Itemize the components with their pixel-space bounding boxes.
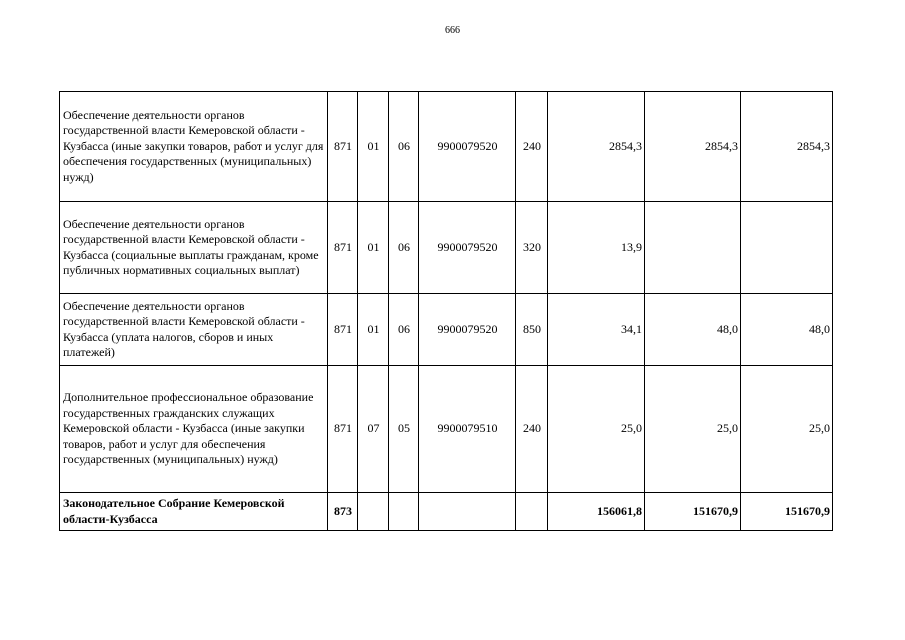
sum-year3-cell: 151670,9 <box>741 493 833 531</box>
sum-year1-cell: 156061,8 <box>548 493 645 531</box>
pr-cell: 06 <box>389 92 419 202</box>
row-description: Обеспечение деятельности органов государственной власти Кемеровской области - Кузбасса (иные закупки товаров, работ и услуг для обеспечения государственных (муниципальных) нужд) <box>60 92 328 202</box>
vr-cell: 240 <box>516 92 548 202</box>
sum-year1-cell: 13,9 <box>548 202 645 294</box>
row-description: Законодательное Собрание Кемеровской области-Кузбасса <box>60 493 328 531</box>
ved-cell: 871 <box>328 294 358 366</box>
ved-cell: 873 <box>328 493 358 531</box>
budget-table <box>59 91 833 531</box>
pr-cell <box>389 493 419 531</box>
page-number: 666 <box>445 25 460 36</box>
row-description: Обеспечение деятельности органов государственной власти Кемеровской области - Кузбасса (социальные выплаты гражданам, кроме публичных нормативных социальных выплат) <box>60 202 328 294</box>
vr-cell: 850 <box>516 294 548 366</box>
sum-year3-cell <box>741 202 833 294</box>
sum-year3-cell: 2854,3 <box>741 92 833 202</box>
pr-cell: 05 <box>389 366 419 493</box>
sum-year1-cell: 25,0 <box>548 366 645 493</box>
pr-cell: 06 <box>389 294 419 366</box>
sum-year3-cell: 48,0 <box>741 294 833 366</box>
vr-cell <box>516 493 548 531</box>
sum-year1-cell: 34,1 <box>548 294 645 366</box>
rz-cell: 01 <box>358 294 389 366</box>
rz-cell: 07 <box>358 366 389 493</box>
pr-cell: 06 <box>389 202 419 294</box>
csr-cell: 9900079520 <box>419 202 516 294</box>
table-row-total <box>60 493 833 531</box>
vr-cell: 240 <box>516 366 548 493</box>
csr-cell: 9900079510 <box>419 366 516 493</box>
ved-cell: 871 <box>328 366 358 493</box>
sum-year1-cell: 2854,3 <box>548 92 645 202</box>
sum-year2-cell <box>645 202 741 294</box>
csr-cell: 9900079520 <box>419 92 516 202</box>
table-row <box>60 366 833 493</box>
table-row <box>60 92 833 202</box>
rz-cell: 01 <box>358 202 389 294</box>
row-description: Дополнительное профессиональное образование государственных гражданских служащих Кемеровской области - Кузбасса (иные закупки товаров, работ и услуг для обеспечения государственных (муниципальных) нужд) <box>60 366 328 493</box>
sum-year2-cell: 2854,3 <box>645 92 741 202</box>
csr-cell: 9900079520 <box>419 294 516 366</box>
table-row <box>60 202 833 294</box>
sum-year2-cell: 48,0 <box>645 294 741 366</box>
ved-cell: 871 <box>328 202 358 294</box>
csr-cell <box>419 493 516 531</box>
row-description: Обеспечение деятельности органов государственной власти Кемеровской области - Кузбасса (уплата налогов, сборов и иных платежей) <box>60 294 328 366</box>
ved-cell: 871 <box>328 92 358 202</box>
sum-year2-cell: 151670,9 <box>645 493 741 531</box>
rz-cell <box>358 493 389 531</box>
table-row <box>60 294 833 366</box>
sum-year3-cell: 25,0 <box>741 366 833 493</box>
sum-year2-cell: 25,0 <box>645 366 741 493</box>
vr-cell: 320 <box>516 202 548 294</box>
rz-cell: 01 <box>358 92 389 202</box>
